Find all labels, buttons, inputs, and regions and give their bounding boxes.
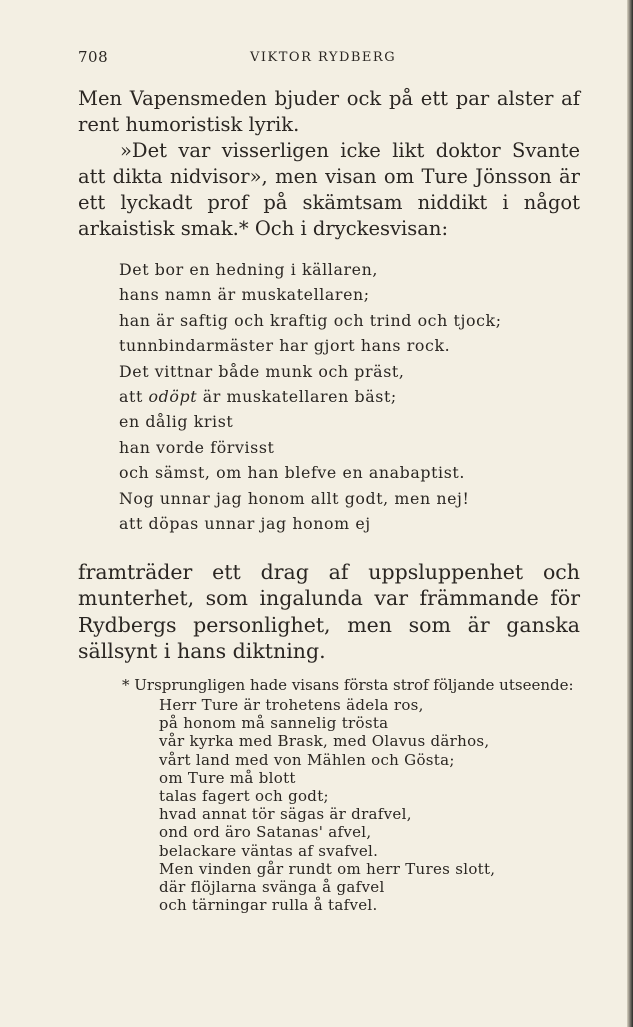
verse-line-post: är muskatellaren bäst; [197,387,397,407]
page-header [78,48,578,70]
verse-line: hans namn är muskatellaren; [119,285,370,305]
footnote-line: talas fagert och godt; [159,787,329,806]
footnote-line: vår kyrka med Brask, med Olavus därhos, [159,732,490,751]
drinking-song [119,257,559,536]
footnote-line: hvad annat tör sägas är drafvel, [159,805,412,824]
verse-line: Nog unnar jag honom allt godt, men nej! [119,488,470,508]
footnote-line: belackare väntas af svafvel. [159,841,379,860]
verse-line: Det bor en hedning i källaren, [119,260,378,279]
continuation-text [78,559,580,664]
page-number: 708 [78,48,109,66]
footnote-line: vårt land med von Mählen och Gösta; [159,750,455,769]
verse-line: han vorde förvisst [119,437,275,457]
verse-line-pre: att [119,387,149,407]
verse-line-emphasis: odöpt [148,387,198,407]
footnote [78,676,580,914]
intro-paragraph-1: Men Vapensmeden bjuder ock på ett par alster af rent humoristisk lyrik. [78,87,580,136]
footnote-intro: * Ursprungligen hade visans första strof följande utseende: [122,676,574,694]
running-head: VIKTOR RYDBERG [250,50,397,65]
footnote-line: ond ord äro Satanas' afvel, [159,823,372,842]
verse-line: en dålig krist [119,412,234,432]
verse-line [119,384,559,409]
footnote-line: Herr Ture är trohetens ädela ros, [159,696,424,714]
footnote-line: om Ture må blott [159,768,296,787]
verse-line: att döpas unnar jag honom ej [119,514,371,534]
continuation-paragraph: framträder ett drag af uppsluppenhet och munterhet, som ingalunda var främmande för Rydbergs personlighet, men som är ganska sällsynt i hans diktning. [78,560,580,663]
footnote-line: där flöjlarna svänga å gafvel [159,878,385,897]
page-edge [627,0,633,1027]
verse-line: han är saftig och kraftig och trind och tjock; [119,310,502,330]
footnote-line: och tärningar rulla å tafvel. [159,896,378,915]
verse-line: Det vittnar både munk och präst, [119,361,405,381]
intro-paragraph-2: »Det var visserligen icke likt doktor Svante att dikta nidvisor», men visan om Ture Jönsson är ett lyckadt prof på skämtsam niddikt i något arkaistisk smak.* Och i dryckesvisan: [78,139,580,240]
footnote-verse [159,696,580,914]
footnote-line: Men vinden går rundt om herr Tures slott, [159,859,496,878]
footnote-line: på honom må sannelig trösta [159,714,389,733]
intro-text [78,86,580,242]
verse-line: tunnbindarmäster har gjort hans rock. [119,336,451,356]
verse-line: och sämst, om han blefve en anabaptist. [119,463,465,483]
